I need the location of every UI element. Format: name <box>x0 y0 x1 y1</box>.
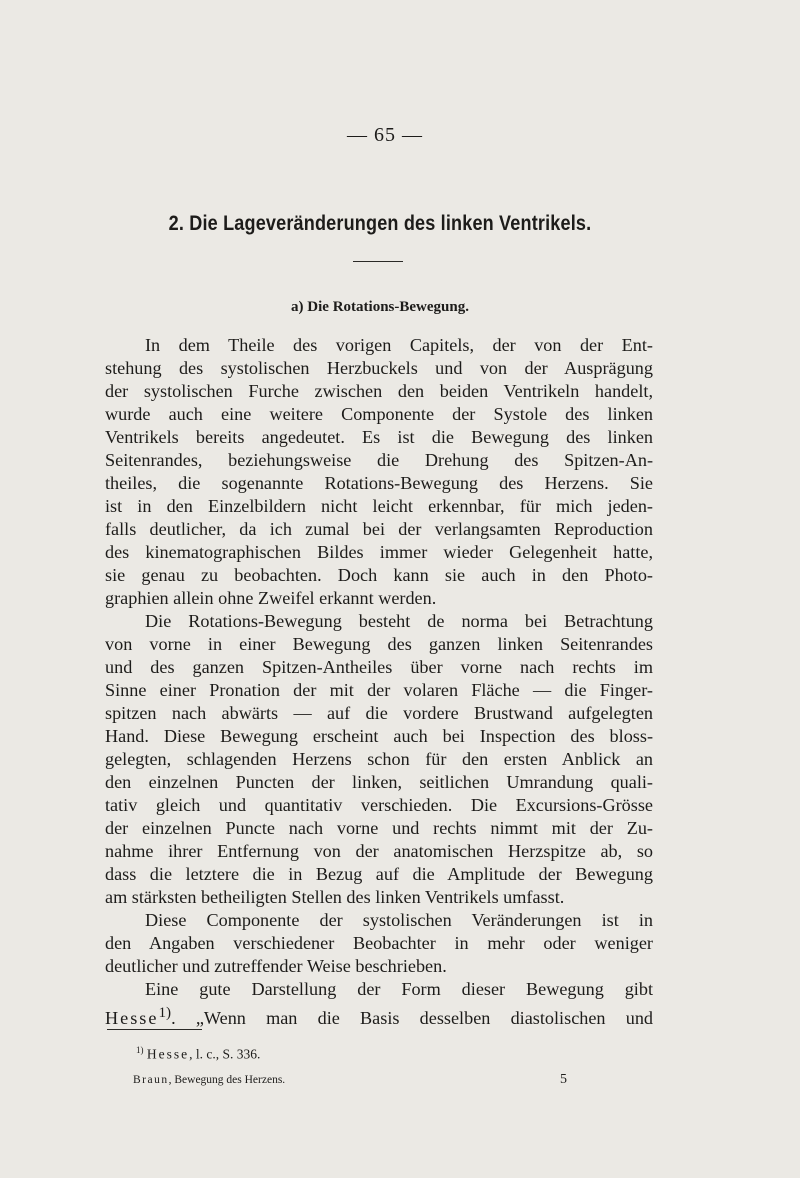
chapter-title: 2. Die Lageveränderungen des linken Ventrikels. <box>168 212 592 235</box>
footnote <box>136 1045 260 1063</box>
footnote-marker: 1) <box>136 1045 144 1055</box>
text-line: gelegten, schlagenden Herzens schon für den ersten Anblick an <box>105 749 653 769</box>
text-line: den Angaben verschiedener Beobachter in mehr oder weniger <box>105 933 653 953</box>
cited-author: Hesse <box>105 1008 159 1029</box>
paragraph-3 <box>105 909 653 978</box>
title-divider <box>353 261 403 262</box>
text-line: Sinne einer Pronation der mit der volaren Fläche — die Finger- <box>105 680 653 700</box>
text-line: den einzelnen Puncten der linken, seitlichen Umrandung quali- <box>105 772 653 792</box>
paragraph-1 <box>105 334 653 610</box>
text-line: tativ gleich und quantitativ verschieden. Die Excursions-Grösse <box>105 795 653 815</box>
sheet-mark: 5 <box>560 1072 567 1087</box>
text-line: des kinematographischen Bildes immer wieder Gelegenheit hatte, <box>105 542 653 562</box>
text-line: graphien allein ohne Zweifel erkannt werden. <box>105 588 437 608</box>
text-line: der einzelnen Puncte nach vorne und rechts nimmt mit der Zu- <box>105 818 653 838</box>
printer-signature <box>133 1074 285 1086</box>
text-line: In dem Theile des vorigen Capitels, der von der Ent- <box>145 335 653 355</box>
footnote-author: Hesse <box>146 1046 190 1062</box>
text-line: theiles, die sogenannte Rotations-Bewegung des Herzens. Sie <box>105 473 653 493</box>
signature-author: Braun <box>133 1074 169 1086</box>
text-line-continuation: „Wenn man die Basis desselben diastolischen und <box>195 1008 654 1029</box>
text-line: ist in den Einzelbildern nicht leicht erkennbar, für mich jeden- <box>105 496 653 516</box>
text-line: Die Rotations-Bewegung besteht de norma bei Betrachtung <box>145 611 653 631</box>
text-line: Hand. Diese Bewegung erscheint auch bei Inspection des bloss- <box>105 726 653 746</box>
text-line: Seitenrandes, beziehungsweise die Drehung des Spitzen-An- <box>105 450 653 470</box>
footnote-divider <box>107 1029 202 1030</box>
text-line: nahme ihrer Entfernung von der anatomischen Herzspitze ab, so <box>105 841 653 861</box>
text-line: von vorne in einer Bewegung des ganzen linken Seitenrandes <box>105 634 653 654</box>
body-text <box>105 334 653 1030</box>
text-line: Eine gute Darstellung der Form dieser Bewegung gibt <box>145 979 653 999</box>
text-line: falls deutlicher, da ich zumal bei der verlangsamten Reproduction <box>105 519 653 539</box>
text-line: spitzen nach abwärts — auf die vordere Brustwand aufgelegten <box>105 703 653 723</box>
text-line: stehung des systolischen Herzbuckels und von der Ausprägung <box>105 358 653 378</box>
text-line <box>105 1001 653 1030</box>
page-number: — 65 — <box>347 124 423 146</box>
text-line: wurde auch eine weitere Componente der Systole des linken <box>105 404 653 424</box>
text-line: Ventrikels bereits angedeutet. Es ist die Bewegung des linken <box>105 427 653 447</box>
paragraph-4 <box>105 978 653 1030</box>
footnote-ref: 1) <box>158 1004 172 1021</box>
text-line: dass die letztere die in Bezug auf die Amplitude der Bewegung <box>105 864 653 884</box>
line-continuation: . <box>171 1008 196 1029</box>
text-line: deutlicher und zutreffender Weise beschrieben. <box>105 956 447 976</box>
text-line: der systolischen Furche zwischen den beiden Ventrikeln handelt, <box>105 381 653 401</box>
text-line: und des ganzen Spitzen-Antheiles über vorne nach rechts im <box>105 657 653 677</box>
text-line: sie genau zu beobachten. Doch kann sie auch in den Photo- <box>105 565 653 585</box>
footnote-text: , l. c., S. 336. <box>189 1046 261 1062</box>
paragraph-2 <box>105 610 653 909</box>
text-line: am stärksten betheiligten Stellen des linken Ventrikels umfasst. <box>105 887 565 907</box>
signature-text: , Bewegung des Herzens. <box>168 1074 286 1086</box>
section-title: a) Die Rotations-Bewegung. <box>291 299 469 315</box>
text-line: Diese Componente der systolischen Veränderungen ist in <box>145 910 653 930</box>
